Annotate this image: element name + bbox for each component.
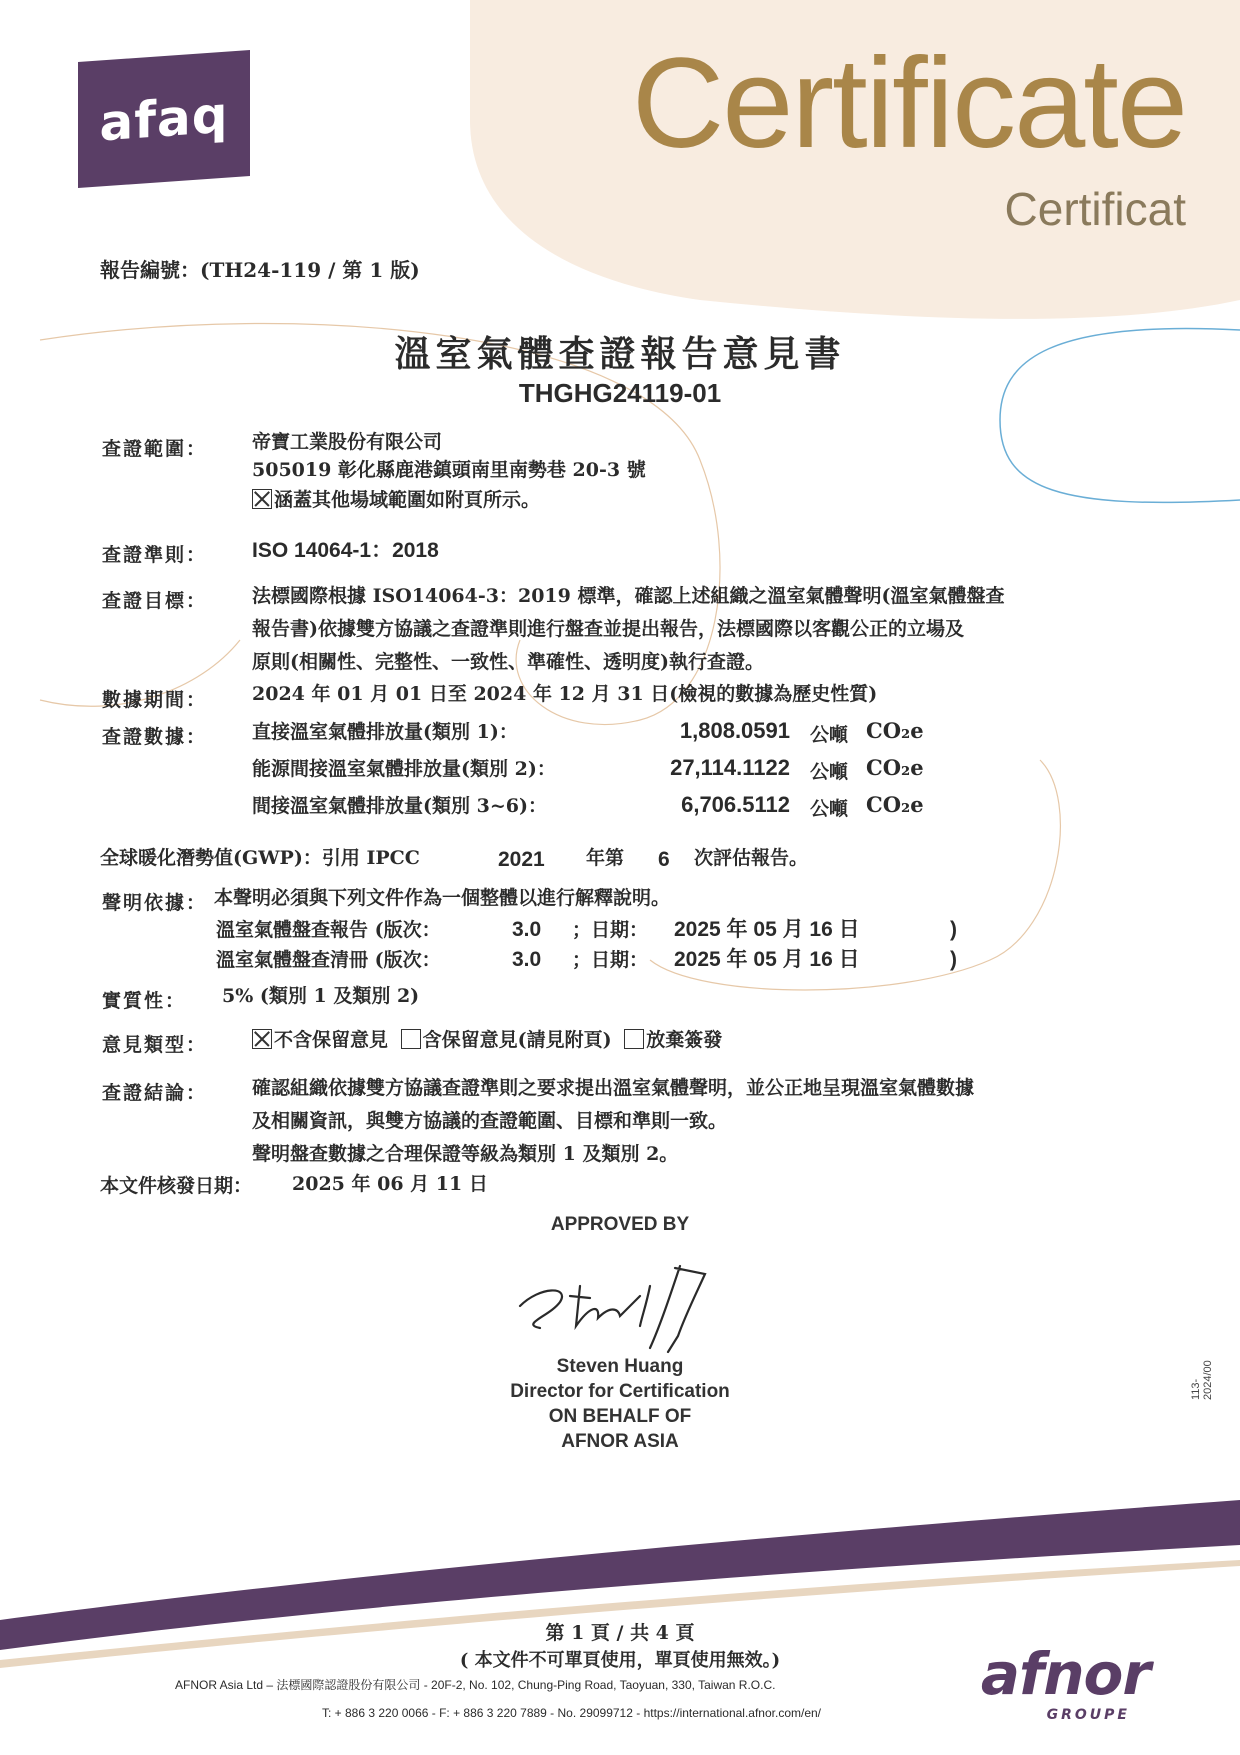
opinion-checkbox-unqualified[interactable] xyxy=(252,1029,272,1049)
footer-address: AFNOR Asia Ltd – 法標國際認證股份有限公司 - 20F-2, No. 102, Chung-Ping Road, Taoyuan, 330, Taiwan R.O.C. xyxy=(175,1678,776,1692)
conclusion-line: 聲明盤查數據之合理保證等級為類別 1 及類別 2。 xyxy=(252,1143,679,1165)
signer-title: Director for Certification xyxy=(510,1381,730,1402)
opinion-option-label: 不含保留意見 xyxy=(274,1029,389,1051)
data-row-gas: CO₂e xyxy=(866,718,924,743)
objective-line: 法標國際根據 ISO14064-3：2019 標準，確認上述組織之溫室氣體聲明(溫室氣體盤查 xyxy=(252,585,1005,607)
criteria-value: ISO 14064-1：2018 xyxy=(252,539,439,562)
scope-extra xyxy=(252,488,540,513)
data-label: 查證數據： xyxy=(102,726,208,748)
opinion-options xyxy=(252,1028,722,1053)
approved-by: APPROVED BY xyxy=(550,1214,690,1235)
gwp-tail: 次評估報告。 xyxy=(694,847,809,869)
gwp-year: 2021 xyxy=(498,848,545,871)
afaq-logo: afaq xyxy=(78,50,250,188)
basis-doc-date: 2025 年 05 月 16 日 xyxy=(674,918,860,941)
on-behalf-of: ON BEHALF OF xyxy=(548,1406,692,1427)
basis-doc-date-label: ；日期： xyxy=(572,949,649,971)
objective-label: 查證目標： xyxy=(102,590,208,612)
report-number: 報告編號：(TH24-119 / 第 1 版) xyxy=(100,258,420,282)
data-row-unit: 公噸 xyxy=(810,798,849,820)
data-row-unit: 公噸 xyxy=(810,724,849,746)
issue-date-value: 2025 年 06 月 11 日 xyxy=(292,1173,488,1195)
opinion-checkbox-qualified[interactable] xyxy=(401,1029,421,1049)
basis-doc-date-label: ；日期： xyxy=(572,919,649,941)
basis-doc-name: 溫室氣體盤查報告 (版次： xyxy=(216,919,441,941)
scope-company: 帝寶工業股份有限公司 xyxy=(252,431,443,453)
certificate-title: Certificate xyxy=(631,32,1186,175)
signer-name: Steven Huang xyxy=(556,1356,684,1377)
objective-line: 報告書)依據雙方協議之查證準則進行盤查並提出報告，法標國際以客觀公正的立場及 xyxy=(252,618,964,640)
materiality-label: 實質性： xyxy=(102,990,187,1012)
gwp-edition: 6 xyxy=(658,848,670,871)
conclusion-label: 查證結論： xyxy=(102,1082,208,1104)
data-row-value: 1,808.0591 xyxy=(679,718,790,743)
document-code: THGHG24119-01 xyxy=(518,378,722,408)
footer-contact: T: + 886 3 220 0066 - F: + 886 3 220 7889 - No. 29099712 - https://international.afnor.com/en/ xyxy=(322,1706,822,1720)
materiality-value: 5% (類別 1 及類別 2) xyxy=(222,985,420,1007)
objective-line: 原則(相關性、完整性、一致性、準確性、透明度)執行查證。 xyxy=(252,651,764,673)
signature xyxy=(500,1236,740,1356)
side-document-code: 113-2024/00 xyxy=(1190,1360,1214,1400)
certificat-subtitle: Certificat xyxy=(1004,183,1186,235)
issue-date-label: 本文件核發日期： xyxy=(100,1175,253,1197)
data-row-gas: CO₂e xyxy=(866,755,924,780)
footer-note: ( 本文件不可單頁使用，單頁使用無效。) xyxy=(459,1650,781,1671)
conclusion-text xyxy=(252,1072,974,1171)
afnor-logo: afnor xyxy=(980,1640,1150,1708)
scope-label: 查證範圍： xyxy=(102,438,208,460)
scope-address: 505019 彰化縣鹿港鎮頭南里南勢巷 20-3 號 xyxy=(252,459,646,481)
data-row-value: 6,706.5112 xyxy=(681,792,790,817)
basis-doc-date: 2025 年 05 月 16 日 xyxy=(674,948,860,971)
conclusion-line: 確認組織依據雙方協議查證準則之要求提出溫室氣體聲明，並公正地呈現溫室氣體數據 xyxy=(252,1077,975,1099)
opinion-option-label: 放棄簽發 xyxy=(646,1029,723,1051)
opinion-label: 意見類型： xyxy=(102,1034,208,1056)
basis-intro: 本聲明必須與下列文件作為一個整體以進行解釋說明。 xyxy=(214,887,671,909)
conclusion-line: 及相關資訊，與雙方協議的查證範圍、目標和準則一致。 xyxy=(252,1110,728,1132)
document-title: 溫室氣體查證報告意見書 xyxy=(394,333,846,375)
basis-doc-close: ) xyxy=(950,948,957,971)
page-indicator: 第 1 頁 / 共 4 頁 xyxy=(545,1622,695,1644)
basis-doc-version: 3.0 xyxy=(512,948,542,971)
opinion-checkbox-waive[interactable] xyxy=(624,1029,644,1049)
period-value: 2024 年 01 月 01 日至 2024 年 12 月 31 日(檢視的數據為歷史性質) xyxy=(252,683,878,705)
basis-doc-name: 溫室氣體盤查清冊 (版次： xyxy=(216,949,441,971)
data-row-name: 間接溫室氣體排放量(類別 3~6)： xyxy=(252,795,547,817)
data-row-unit: 公噸 xyxy=(810,761,849,783)
period-label: 數據期間： xyxy=(102,689,208,711)
basis-doc-close: ) xyxy=(950,918,957,941)
gwp-mid: 年第 xyxy=(586,847,625,869)
data-row-name: 能源間接溫室氣體排放量(類別 2)： xyxy=(252,758,556,780)
scope-extra-text: 涵蓋其他場域範圍如附頁所示。 xyxy=(274,489,541,511)
basis-doc-version: 3.0 xyxy=(512,918,542,941)
objective-text xyxy=(252,580,1152,679)
data-row-value: 27,114.1122 xyxy=(670,755,790,780)
data-row-gas: CO₂e xyxy=(866,792,924,817)
gwp-label: 全球暖化潛勢值(GWP)：引用 IPCC xyxy=(100,847,420,869)
afnor-groupe: GROUPE xyxy=(1046,1707,1130,1723)
data-row-name: 直接溫室氣體排放量(類別 1)： xyxy=(252,721,518,743)
signer-org: AFNOR ASIA xyxy=(561,1431,679,1452)
scope-checkbox xyxy=(252,489,272,509)
basis-label: 聲明依據： xyxy=(102,892,208,914)
opinion-option-label: 含保留意見(請見附頁) xyxy=(422,1029,612,1051)
criteria-label: 查證準則： xyxy=(102,544,208,566)
